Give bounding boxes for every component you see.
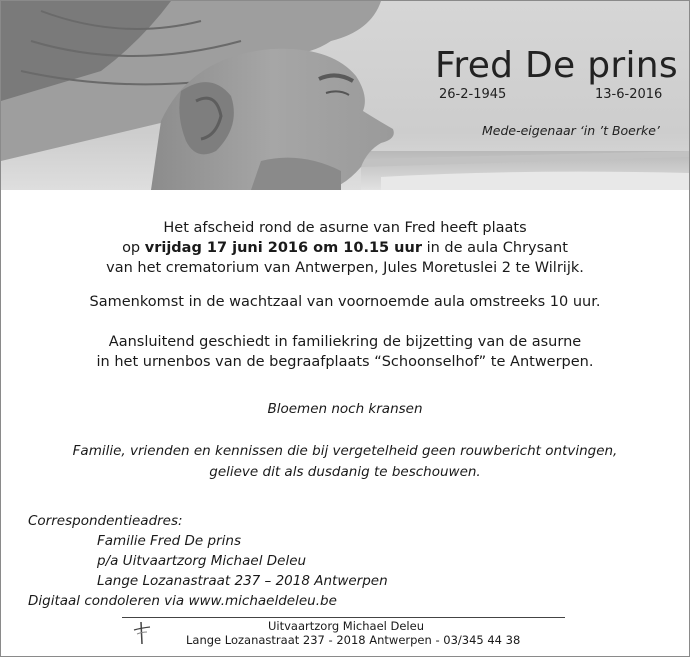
flowers-note: Bloemen noch kransen: [267, 401, 423, 417]
ceremony-line-3: van het crematorium van Antwerpen, Jules Moretuslei 2 te Wilrijk.: [106, 260, 584, 276]
header-photo: [1, 1, 689, 190]
portrait-photo: [1, 1, 689, 190]
deceased-name: Fred De prins: [435, 45, 678, 86]
note-line-2: gelieve dit als dusdanig te beschouwen.: [209, 464, 481, 480]
cross-icon: [131, 620, 153, 646]
gathering-line: Samenkomst in de wachtzaal van voornoemde aula omstreeks 10 uur.: [89, 294, 601, 310]
funeral-home-footer: [186, 619, 521, 647]
footer-divider: [122, 617, 565, 618]
role-caption: Mede-eigenaar ‘in ’t Boerke’: [482, 123, 660, 138]
burial-paragraph: [0, 332, 690, 372]
correspondence-line-3: Lange Lozanastraat 237 – 2018 Antwerpen: [97, 573, 388, 589]
ceremony-line-2: [0, 238, 690, 258]
notification-note: [0, 441, 690, 483]
correspondence-block: [28, 511, 388, 611]
burial-line-1: Aansluitend geschiedt in familiekring de bijzetting van de asurne: [108, 334, 582, 350]
online-condolence-link[interactable]: Digitaal condoleren via www.michaeldeleu.be: [28, 593, 337, 609]
footer-company: Uitvaartzorg Michael Deleu: [267, 619, 424, 633]
note-line-1: Familie, vrienden en kennissen die bij vergetelheid geen rouwbericht ontvingen,: [72, 443, 618, 459]
correspondence-line-1: Familie Fred De prins: [97, 533, 241, 549]
ceremony-line-2-post: in de aula Chrysant: [421, 240, 568, 256]
correspondence-line-2: p/a Uitvaartzorg Michael Deleu: [97, 553, 307, 569]
ceremony-line-2-pre: op: [122, 240, 145, 256]
ceremony-datetime: vrijdag 17 juni 2016 om 10.15 uur: [144, 240, 422, 256]
death-date: 13-6-2016: [595, 87, 663, 102]
ceremony-line-1: Het afscheid rond de asurne van Fred heeft plaats: [163, 220, 527, 236]
gathering-paragraph: [0, 292, 690, 312]
correspondence-label: Correspondentieadres:: [28, 513, 183, 529]
ceremony-paragraph: [0, 218, 690, 278]
burial-line-2: in het urnenbos van de begraafplaats “Schoonselhof” te Antwerpen.: [96, 354, 594, 370]
birth-date: 26-2-1945: [439, 87, 507, 102]
footer-address: Lange Lozanastraat 237 - 2018 Antwerpen - 03/345 44 38: [186, 633, 521, 647]
